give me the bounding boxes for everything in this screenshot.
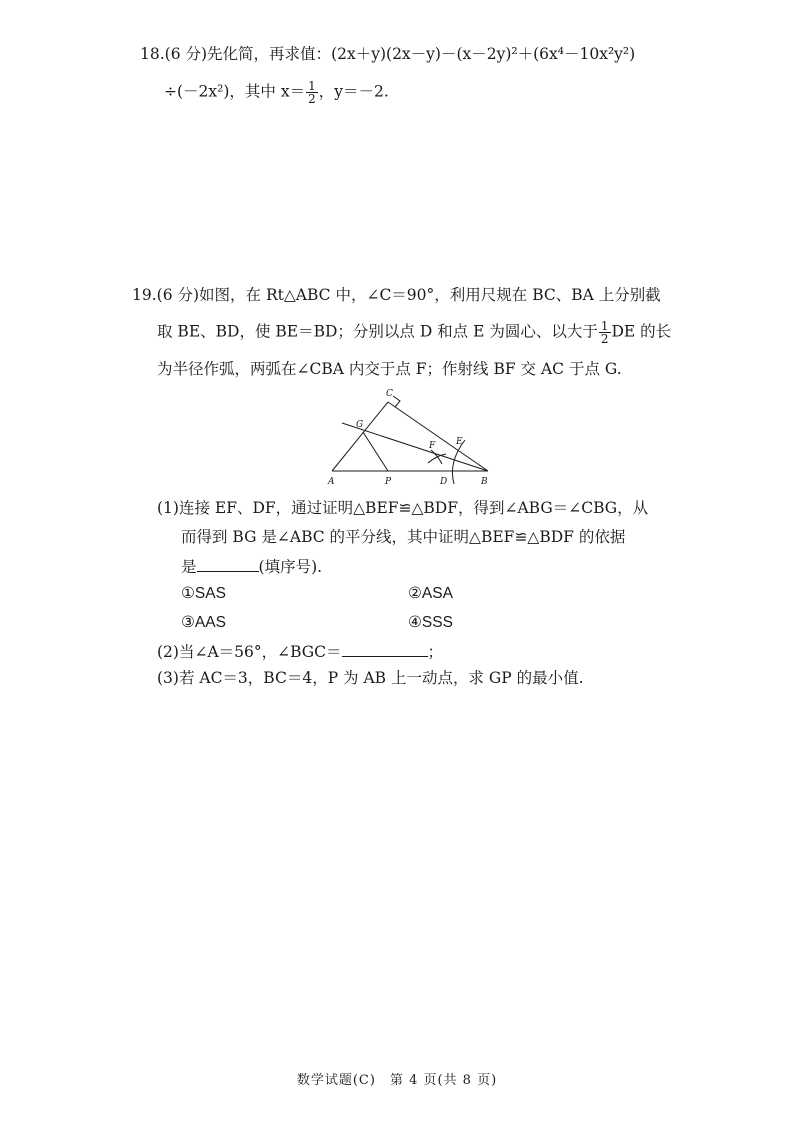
q19-frac-num: 1 <box>600 319 609 333</box>
q19-line1-text: 如图，在 Rt△ABC 中，∠C＝90°，利用尺规在 BC、BA 上分别截 <box>199 286 661 304</box>
q19-part1-text3-end: (填序号). <box>258 558 323 576</box>
option-3: ③AAS <box>181 614 226 631</box>
label-F: F <box>429 441 436 451</box>
q19-line2-start: 取 BE、BD，使 BE＝BD；分别以点 D 和点 E 为圆心、以大于 <box>157 322 598 341</box>
q19-number: 19. <box>132 286 157 304</box>
q19-part3-text: (3)若 AC＝3，BC＝4，P 为 AB 上一动点，求 GP 的最小值. <box>157 669 584 687</box>
q19-part1-text2: 而得到 BG 是∠ABC 的平分线，其中证明△BEF≌△BDF 的依据 <box>181 528 626 546</box>
q18-intro: 先化简，再求值： <box>207 45 332 63</box>
segment-AC <box>332 402 388 471</box>
label-B: B <box>481 477 488 487</box>
q19-part1-line3 <box>181 557 322 577</box>
segment-GP <box>363 432 388 471</box>
q19-part3 <box>157 668 584 688</box>
q18-number: 18. <box>140 45 165 63</box>
option-4: ④SSS <box>408 614 453 631</box>
right-angle-mark <box>393 396 400 407</box>
arc-F2 <box>428 454 446 463</box>
ray-BG <box>342 423 488 471</box>
q18-fraction <box>306 80 318 105</box>
q18-score: (6 分) <box>164 45 208 63</box>
q18-line2-end: ，y＝－2. <box>318 82 389 101</box>
q18-line2-start: ÷(－2x²)，其中 x＝ <box>164 82 306 101</box>
q19-line3 <box>157 359 622 379</box>
option-2: ②ASA <box>408 585 453 602</box>
label-C: C <box>386 389 393 399</box>
q19-part2 <box>157 642 443 662</box>
q19-score: (6 分) <box>156 286 200 304</box>
q19-part1-line1 <box>157 498 648 518</box>
q19-part1-text3-start: 是 <box>181 558 197 576</box>
q18-expression: (2x＋y)(2x－y)－(x－2y)²＋(6x⁴－10x²y²) <box>331 45 636 63</box>
label-E: E <box>456 437 463 447</box>
q18-line1 <box>140 44 635 64</box>
option-1: ①SAS <box>181 585 226 602</box>
q19-fraction <box>599 320 611 345</box>
q19-line2-end: DE 的长 <box>611 322 672 341</box>
segment-CB <box>388 402 488 471</box>
label-A: A <box>328 477 335 487</box>
page-footer: 数学试题(C) 第 4 页(共 8 页) <box>296 1073 498 1088</box>
answer-blank-1[interactable] <box>197 557 259 572</box>
q19-part1-text1: (1)连接 EF、DF，通过证明△BEF≌△BDF，得到∠ABG＝∠CBG，从 <box>157 499 649 517</box>
label-D: D <box>440 477 448 487</box>
label-G: G <box>356 420 364 430</box>
label-P: P <box>385 477 392 487</box>
q19-line3-text: 为半径作弧，两弧在∠CBA 内交于点 F；作射线 BF 交 AC 于点 G. <box>157 360 622 378</box>
q18-frac-den: 2 <box>308 92 316 106</box>
q18-line2 <box>164 80 389 105</box>
triangle-figure <box>320 384 500 492</box>
q18-frac-num: 1 <box>308 79 316 93</box>
q19-part2-end: ； <box>427 643 444 661</box>
q19-part2-start: (2)当∠A＝56°，∠BGC＝ <box>157 643 342 661</box>
q19-frac-den: 2 <box>600 332 609 346</box>
q19-part1-line2 <box>181 527 625 547</box>
q19-line2 <box>157 320 671 345</box>
q19-line1 <box>132 285 661 305</box>
answer-blank-2[interactable] <box>342 642 428 657</box>
